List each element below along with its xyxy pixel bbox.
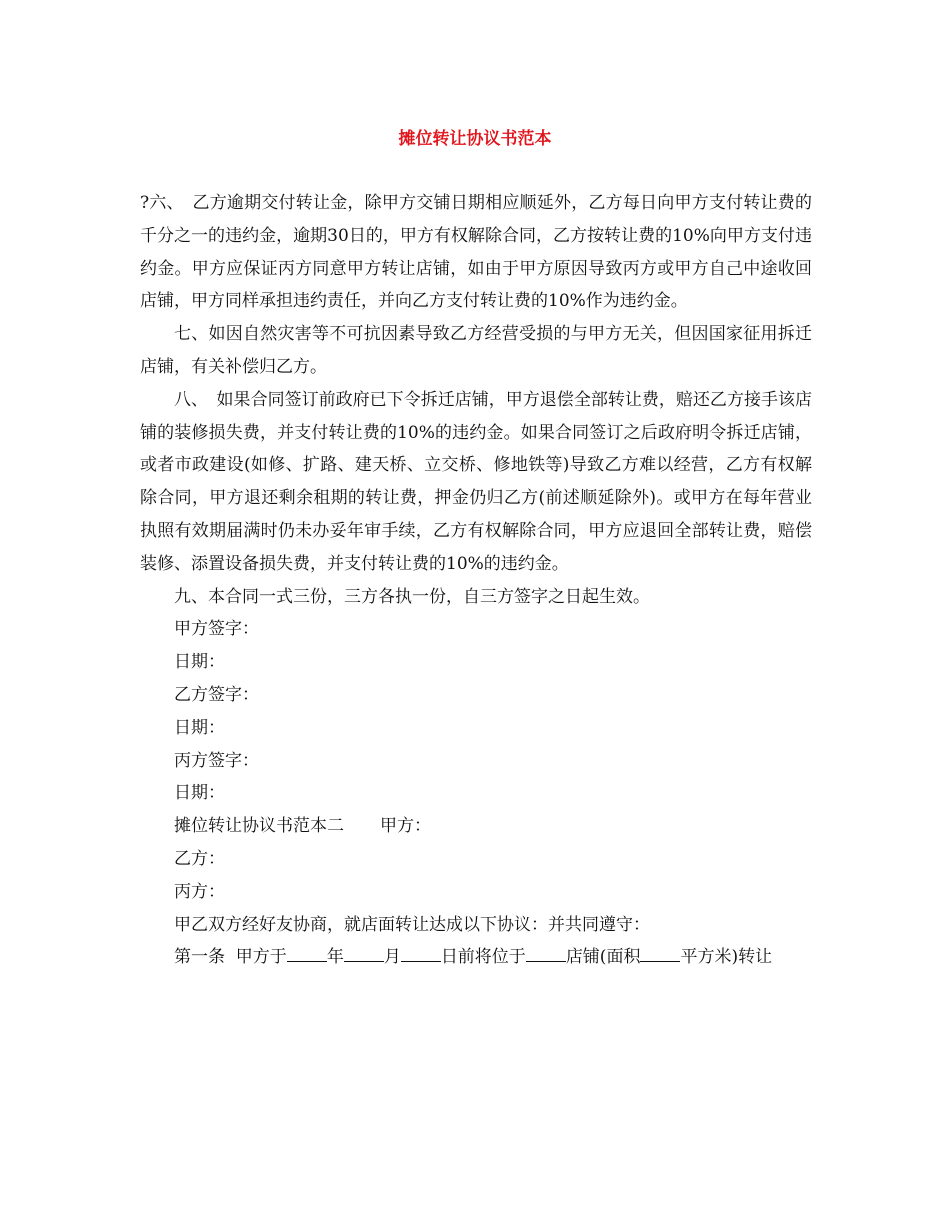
date-label-1: 日期： bbox=[174, 652, 225, 673]
clause-9: 九、本合同一式三份，三方各执一份，自三方签字之日起生效。 bbox=[174, 586, 650, 607]
year-label: 年 bbox=[326, 947, 344, 968]
day-label: 日前将位于 bbox=[440, 947, 526, 968]
area-blank bbox=[640, 943, 680, 962]
party-a-signature-label: 甲方签字： bbox=[174, 619, 259, 640]
clause-7: 七、如因自然灾害等不可抗因素导致乙方经营受损的与甲方无关，但因国家征用拆迁店铺，有关补偿归乙方。 bbox=[140, 324, 812, 377]
date-label-2: 日期： bbox=[174, 717, 225, 738]
second-party-a-label: 甲方： bbox=[380, 816, 431, 837]
document-title: 摊位转让协议书范本 bbox=[398, 129, 552, 149]
party-b-signature-label: 乙方签字： bbox=[174, 684, 259, 705]
article-1-prefix: 第一条 甲方于 bbox=[174, 947, 287, 968]
article-1 bbox=[140, 941, 812, 974]
day-blank bbox=[401, 943, 441, 962]
clause-8: 八、 如果合同签订前政府已下令拆迁店铺，甲方退偿全部转让费，赔还乙方接手该店铺的装修损失费，并支付转让费的10%的违约金。如果合同签订之后政府明令拆迁店铺，或者市政建设(如修、扩路、建天桥、立交桥、修地铁等)导致乙方难以经营，乙方有权解除合同，甲方退还剩余租期的转让费，押金仍归乙方(前述顺延除外)。或甲方在每年营业执照有效期届满时仍未办妥年审手续，乙方有权解除合同，甲方应退回全部转让费，赔偿装修、添置设备损失费，并支付转让费的10%的违约金。 bbox=[140, 389, 812, 574]
date-label-3: 日期： bbox=[174, 783, 225, 804]
party-c-signature-label: 丙方签字： bbox=[174, 750, 259, 771]
month-label: 月 bbox=[383, 947, 401, 968]
month-blank bbox=[344, 943, 384, 962]
document-body bbox=[140, 187, 812, 974]
shop-label: 店铺(面积 bbox=[565, 947, 641, 968]
second-contract-heading-row bbox=[140, 810, 812, 843]
area-unit-label: 平方米)转让 bbox=[680, 947, 773, 968]
second-party-b-label: 乙方： bbox=[174, 848, 225, 869]
second-party-c-label: 丙方： bbox=[174, 881, 225, 902]
second-contract-intro: 甲乙双方经好友协商，就店面转让达成以下协议：并共同遵守： bbox=[174, 914, 650, 935]
second-contract-heading: 摊位转让协议书范本二 bbox=[174, 816, 344, 837]
clause-6: ?六、 乙方逾期交付转让金，除甲方交铺日期相应顺延外，乙方每日向甲方支付转让费的千分之一的违约金，逾期30日的，甲方有权解除合同，乙方按转让费的10%向甲方支付违约金。甲方应保证丙方同意甲方转让店铺，如由于甲方原因导致丙方或甲方自己中途收回店铺，甲方同样承担违约责任，并向乙方支付转让费的10%作为违约金。 bbox=[140, 193, 812, 312]
shop-location-blank bbox=[526, 943, 566, 962]
year-blank bbox=[287, 943, 327, 962]
